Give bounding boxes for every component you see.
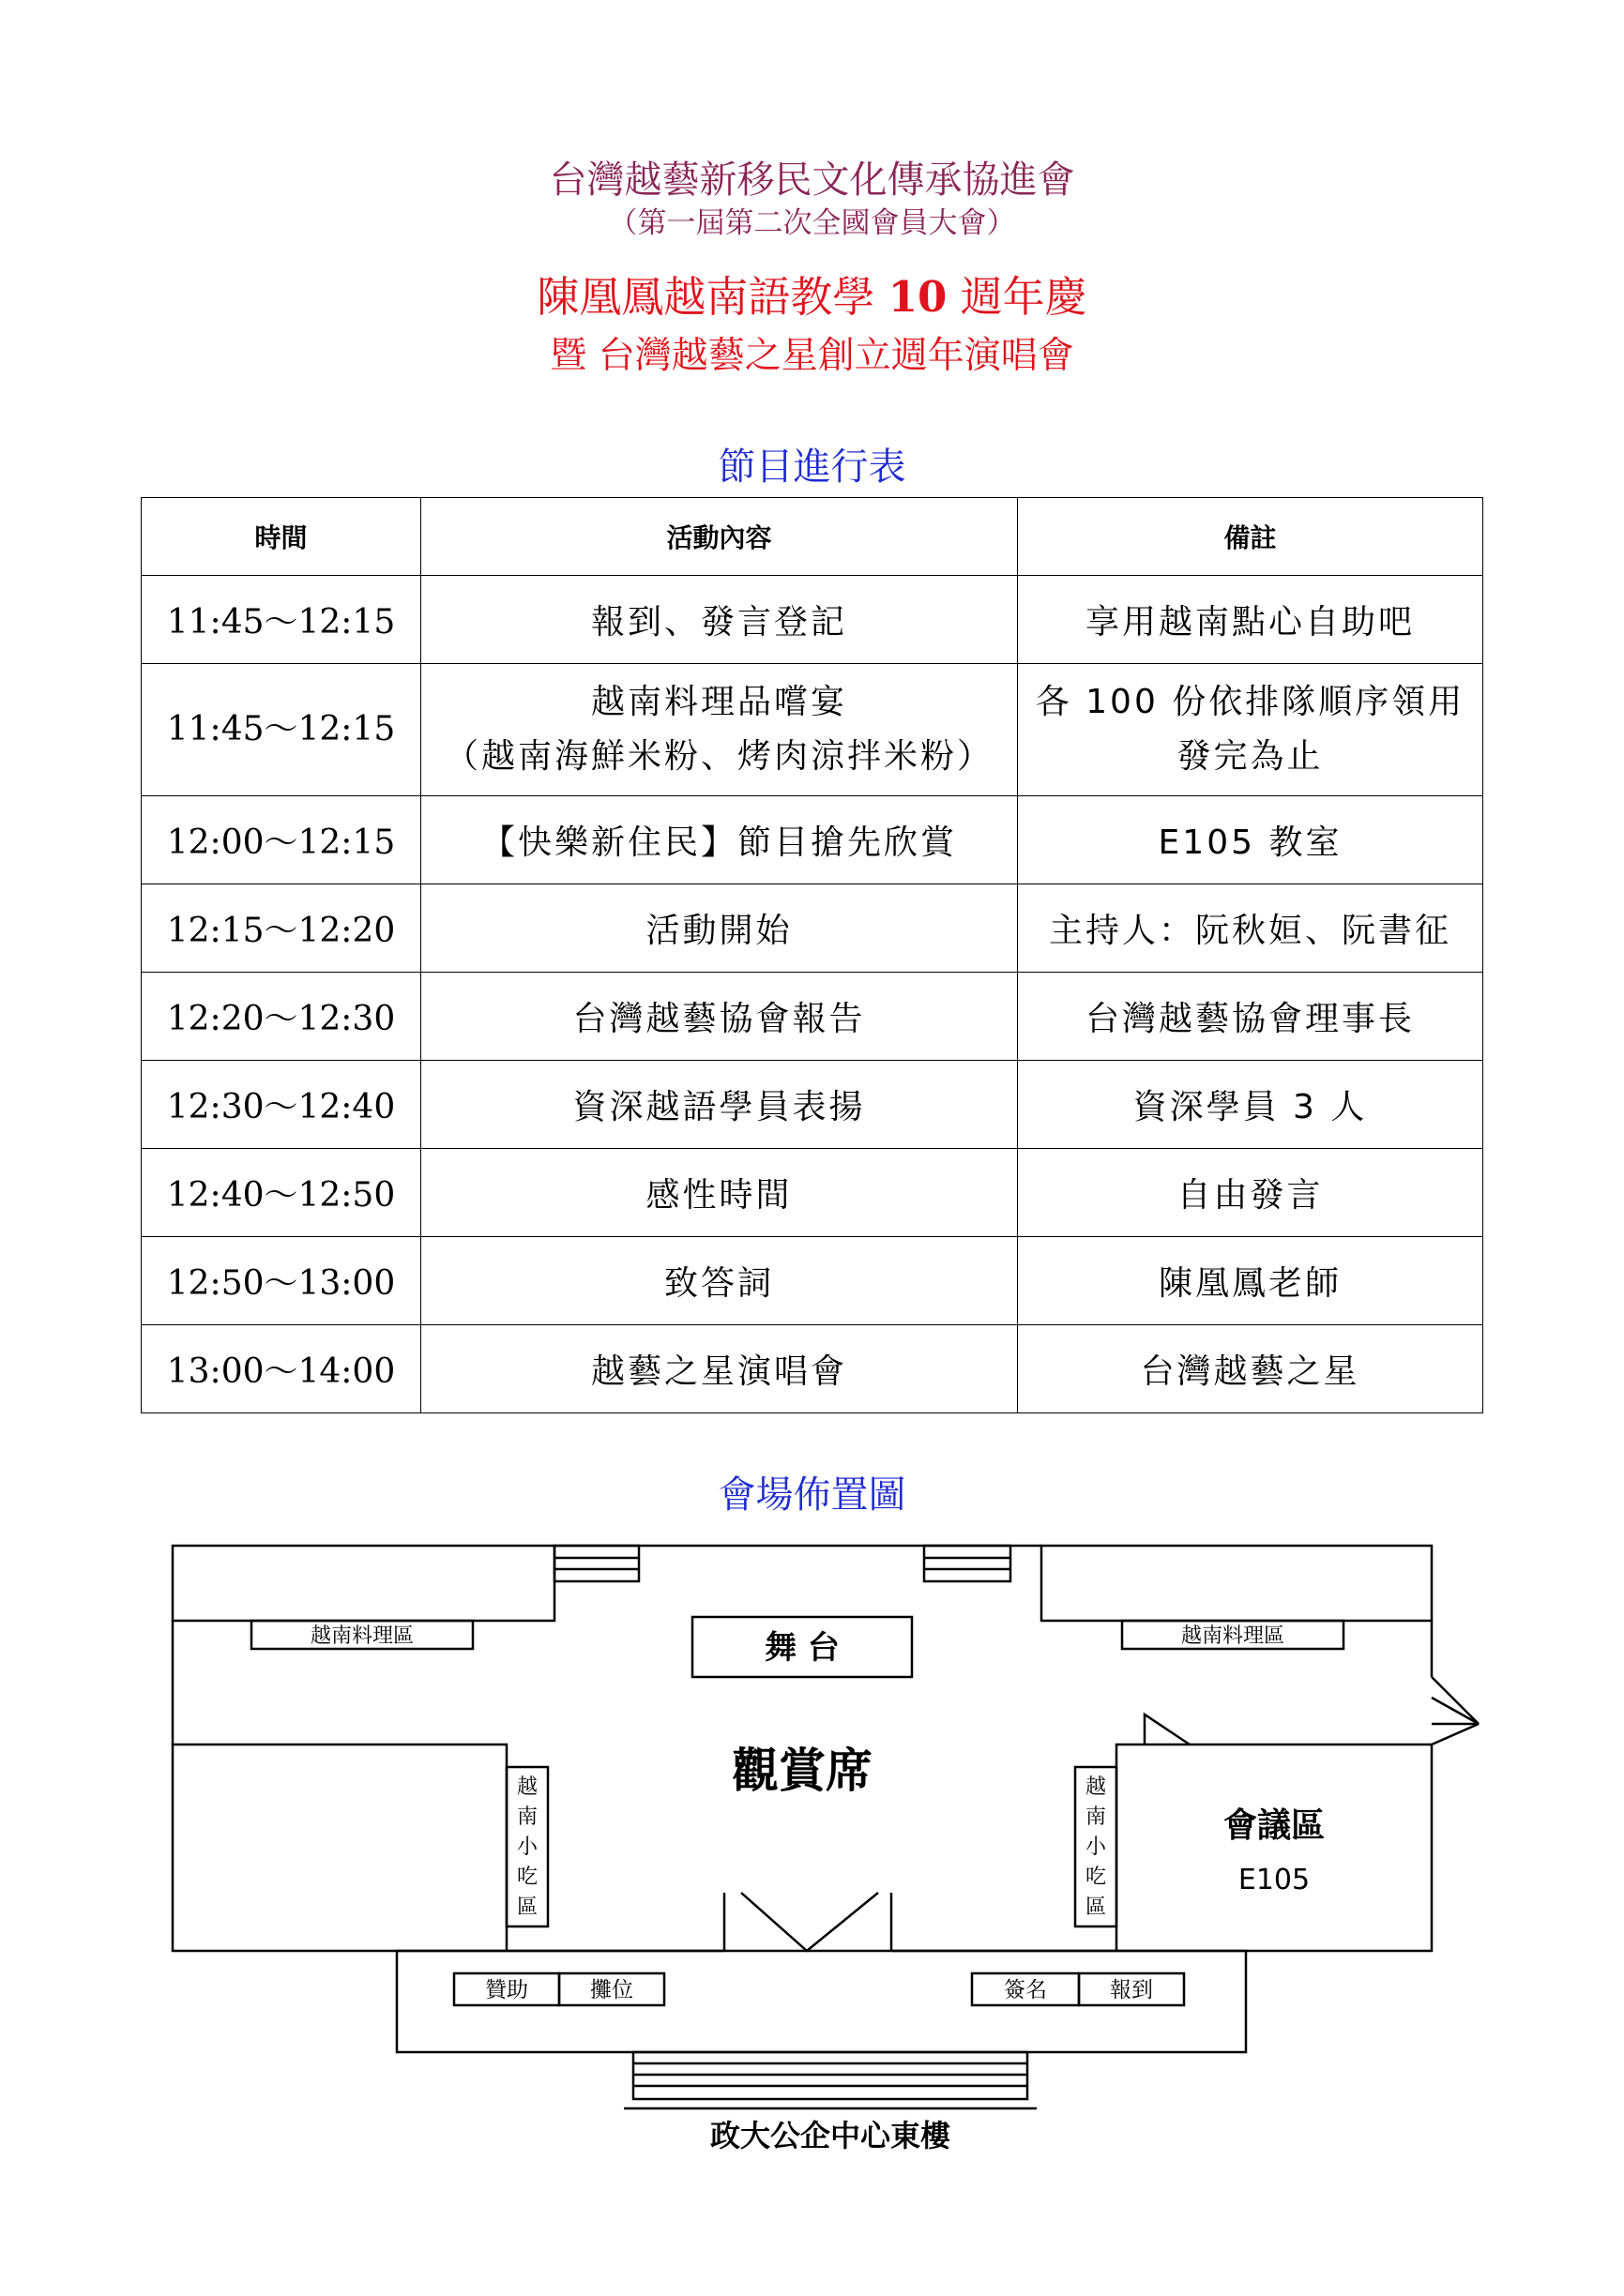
door-top-left-icon bbox=[554, 1546, 639, 1581]
food-block-left bbox=[173, 1546, 554, 1621]
left-lower-block bbox=[173, 1745, 507, 1951]
cell-content: 活動開始 bbox=[421, 884, 1018, 973]
event-title-pre: 陳凰鳳越南語教學 bbox=[537, 272, 888, 322]
cell-content: 資深越語學員表揚 bbox=[421, 1061, 1018, 1149]
cell-content-line2: （越南海鮮米粉、烤肉涼拌米粉） bbox=[444, 737, 994, 776]
cell-time: 12:00～12:15 bbox=[142, 796, 421, 884]
snack-right-char: 小 bbox=[1085, 1835, 1107, 1859]
cell-note: 台灣越藝之星 bbox=[1018, 1325, 1483, 1413]
cell-time: 12:20～12:30 bbox=[142, 973, 421, 1061]
cell-time: 11:45～12:15 bbox=[142, 576, 421, 664]
meeting-subtitle: （第一屆第二次全國會員大會） bbox=[608, 206, 1016, 240]
snack-left-char: 吃 bbox=[516, 1866, 539, 1889]
organization-name: 台灣越藝新移民文化傳承協進會 bbox=[549, 159, 1075, 202]
cell-content: 台灣越藝協會報告 bbox=[421, 973, 1018, 1061]
event-title-number: 10 bbox=[888, 272, 948, 322]
entrance-door-icon bbox=[741, 1893, 878, 1951]
cell-content: 越藝之星演唱會 bbox=[421, 1325, 1018, 1413]
snack-left-char: 區 bbox=[516, 1896, 539, 1919]
meeting-room-label: E105 bbox=[1237, 1864, 1311, 1896]
cell-note: E105 教室 bbox=[1018, 796, 1483, 884]
cell-content: 致答詞 bbox=[421, 1237, 1018, 1325]
sponsor-label: 贊助 bbox=[485, 1978, 528, 2002]
snack-left-char: 小 bbox=[516, 1835, 539, 1859]
cell-content-line1: 越南料理品嚐宴 bbox=[590, 683, 847, 721]
cell-note: 資深學員 3 人 bbox=[1018, 1061, 1483, 1149]
cell-note-line1: 各 100 份依排隊順序領用 bbox=[1035, 683, 1465, 721]
cell-content: 感性時間 bbox=[421, 1149, 1018, 1237]
meeting-room-block bbox=[1116, 1745, 1432, 1951]
snack-left-char: 越 bbox=[516, 1775, 539, 1799]
side-door-icon bbox=[1432, 1677, 1479, 1724]
snack-right-char: 吃 bbox=[1085, 1866, 1107, 1889]
building-label: 政大公企中心東樓 bbox=[709, 2118, 951, 2153]
cell-content: 【快樂新住民】節目搶先欣賞 bbox=[421, 796, 1018, 884]
checkin-label: 報到 bbox=[1110, 1978, 1153, 2002]
meeting-door-icon bbox=[1145, 1714, 1190, 1745]
snack-right-char: 越 bbox=[1085, 1775, 1107, 1799]
header-note: 備註 bbox=[1018, 498, 1483, 576]
venue-title: 會場佈置圖 bbox=[718, 1473, 906, 1517]
snack-right-char: 區 bbox=[1085, 1896, 1107, 1919]
cell-note: 自由發言 bbox=[1018, 1149, 1483, 1237]
cell-note: 主持人：阮秋姮、阮書征 bbox=[1018, 884, 1483, 973]
cell-time: 13:00～14:00 bbox=[142, 1325, 421, 1413]
cell-time: 11:45～12:15 bbox=[142, 664, 421, 796]
stage-label: 舞 台 bbox=[765, 1629, 840, 1667]
cell-time: 12:30～12:40 bbox=[142, 1061, 421, 1149]
cell-time: 12:15～12:20 bbox=[142, 884, 421, 973]
booth-label: 攤位 bbox=[590, 1978, 633, 2002]
side-door-lower-icon bbox=[1432, 1724, 1479, 1745]
event-title-post: 週年慶 bbox=[947, 272, 1087, 322]
door-top-right-icon bbox=[924, 1546, 1010, 1581]
cell-note: 享用越南點心自助吧 bbox=[1018, 576, 1483, 664]
audience-label: 觀賞席 bbox=[732, 1744, 873, 1798]
schedule-title: 節目進行表 bbox=[718, 446, 906, 489]
cell-time: 12:50～13:00 bbox=[142, 1237, 421, 1325]
cell-time: 12:40～12:50 bbox=[142, 1149, 421, 1237]
food-area-left-label: 越南料理區 bbox=[310, 1624, 415, 1648]
cell-note-line2: 發完為止 bbox=[1176, 737, 1324, 776]
snack-left-char: 南 bbox=[516, 1805, 539, 1829]
header-content: 活動內容 bbox=[421, 498, 1018, 576]
header-time: 時間 bbox=[142, 498, 421, 576]
cell-note: 台灣越藝協會理事長 bbox=[1018, 973, 1483, 1061]
sign-label: 簽名 bbox=[1004, 1978, 1047, 2002]
snack-right-char: 南 bbox=[1085, 1805, 1107, 1829]
cell-note: 陳凰鳳老師 bbox=[1018, 1237, 1483, 1325]
event-subtitle: 暨 台灣越藝之星創立週年演唱會 bbox=[550, 335, 1074, 377]
meeting-area-label: 會議區 bbox=[1222, 1806, 1326, 1845]
cell-content: 報到、發言登記 bbox=[421, 576, 1018, 664]
food-block-right bbox=[1041, 1546, 1432, 1621]
food-area-right-label: 越南料理區 bbox=[1180, 1624, 1285, 1648]
entrance-steps-icon bbox=[624, 2052, 1037, 2108]
